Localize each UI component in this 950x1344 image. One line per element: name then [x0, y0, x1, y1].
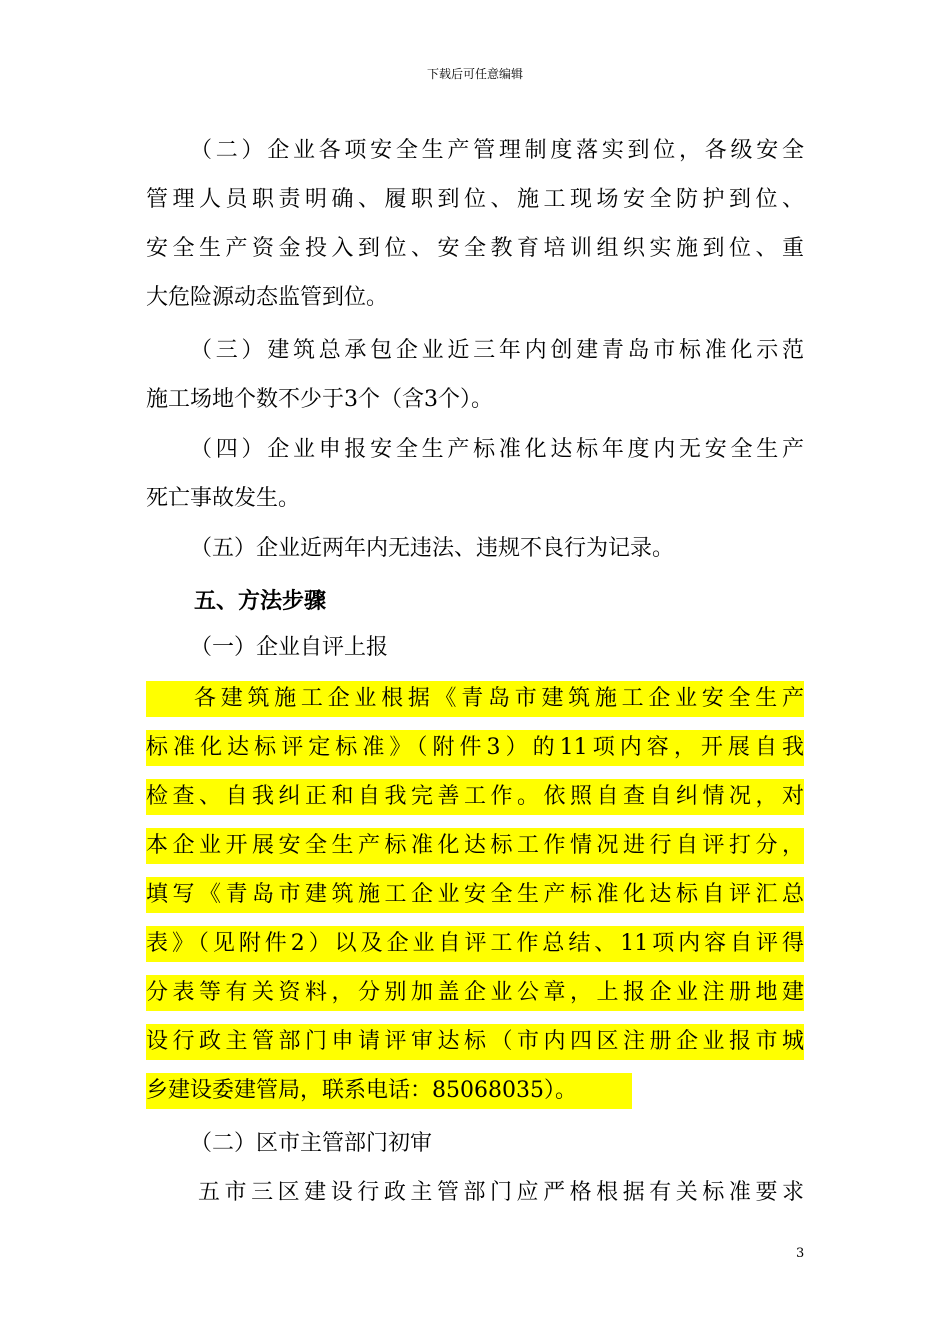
body-line: （二）企业各项安全生产管理制度落实到位，各级安全: [190, 138, 804, 163]
highlighted-line: 表》（见附件2）以及企业自评工作总结、11项内容自评得: [146, 931, 804, 956]
highlighted-line: 分表等有关资料，分别加盖企业公章，上报企业注册地建: [146, 980, 804, 1005]
highlighted-line: 各建筑施工企业根据《青岛市建筑施工企业安全生产: [194, 686, 804, 711]
highlighted-line: 检查、自我纠正和自我完善工作。依照自查自纠情况，对: [146, 784, 804, 809]
subsection-heading: （二）区市主管部门初审: [190, 1131, 433, 1156]
body-line: （四）企业申报安全生产标准化达标年度内无安全生产: [190, 437, 804, 462]
body-line: 管理人员职责明确、履职到位、施工现场安全防护到位、: [146, 187, 804, 212]
body-line: 施工场地个数不少于3个（含3个）。: [146, 387, 493, 412]
body-line: 死亡事故发生。: [146, 486, 301, 511]
highlighted-line: 填写《青岛市建筑施工企业安全生产标准化达标自评汇总: [146, 882, 804, 907]
body-line: 安全生产资金投入到位、安全教育培训组织实施到位、重: [146, 236, 804, 261]
highlighted-line: 标准化达标评定标准》（附件3）的11项内容，开展自我: [146, 735, 804, 760]
highlighted-line: 乡建设委建管局，联系电话：85068035）。: [146, 1078, 577, 1103]
body-line: （五）企业近两年内无违法、违规不良行为记录。: [190, 536, 675, 561]
highlighted-line: 设行政主管部门申请评审达标（市内四区注册企业报市城: [146, 1029, 804, 1054]
subsection-heading: （一）企业自评上报: [190, 635, 389, 660]
body-line: 大危险源动态监管到位。: [146, 285, 389, 310]
section-heading: 五、方法步骤: [194, 588, 327, 614]
page-header: 下载后可任意编辑: [426, 67, 523, 81]
page-number: 3: [796, 1246, 805, 1261]
highlighted-line: 本企业开展安全生产标准化达标工作情况进行自评打分，: [146, 833, 804, 858]
body-line: 五市三区建设行政主管部门应严格根据有关标准要求: [198, 1180, 804, 1205]
body-line: （三）建筑总承包企业近三年内创建青岛市标准化示范: [190, 338, 804, 363]
